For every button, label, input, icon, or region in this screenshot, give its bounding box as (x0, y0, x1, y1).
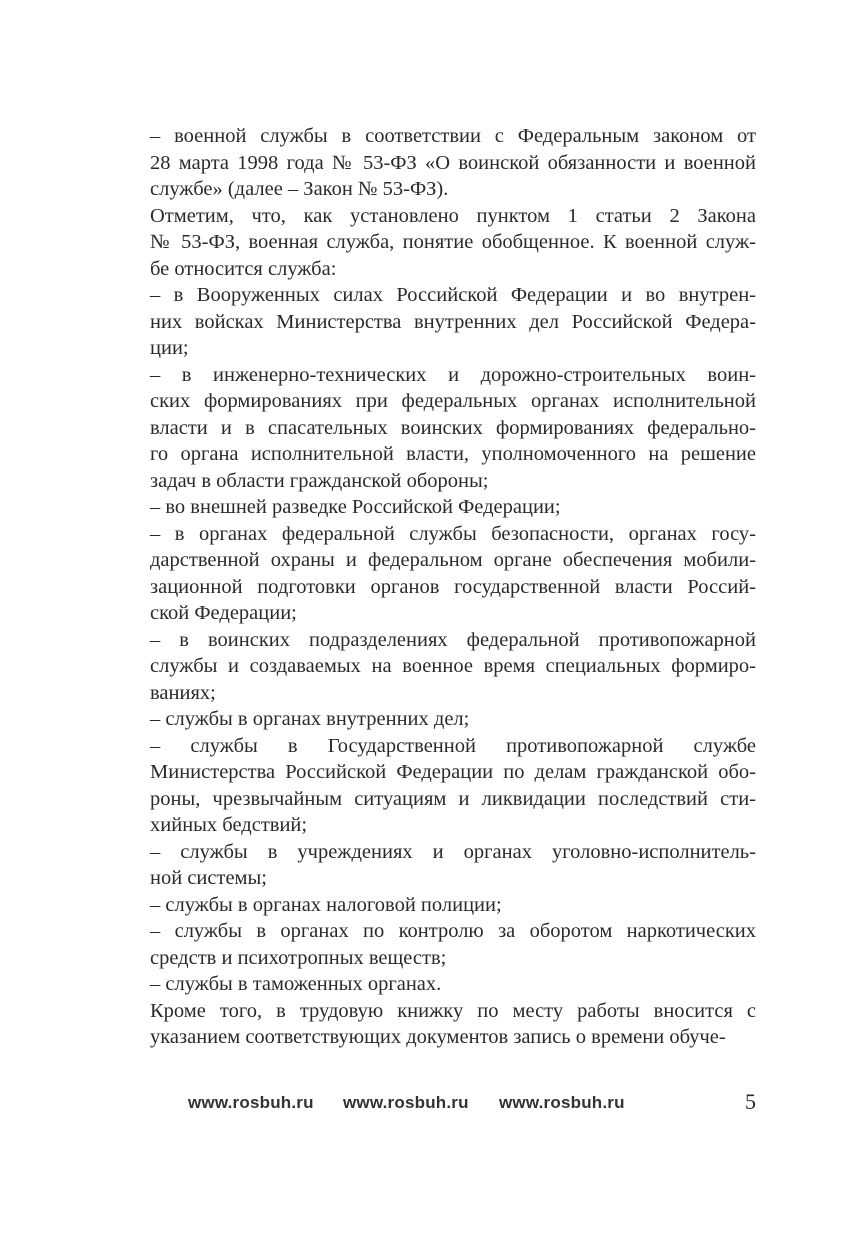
paragraph: – службы в Государственной противопожарной службе Министерства Российской Федерации по делам гражданской обо- роны, чрезвычайным ситуациям и ликвидации последствий сти- хийных бедствий; (150, 734, 756, 836)
paragraph: – в инженерно-технических и дорожно-строительных воин- ских формированиях при федеральных органах исполнительной власти и в спасательных воинских формированиях федерально- го органа исполнительной власти, уполномоченного на решение задач в области гражданской обороны; (150, 363, 756, 492)
footer-site-link[interactable]: www.rosbuh.ru (188, 1093, 314, 1112)
paragraph: – во внешней разведке Российской Федерации; (150, 496, 561, 518)
paragraph: – в воинских подразделениях федеральной противопожарной службы и создаваемых на военное время специальных формиро- ваниях; (150, 628, 756, 704)
paragraph: – военной службы в соответствии с Федеральным законом от 28 марта 1998 года № 53-ФЗ «О воинской обязанности и военной службе» (далее – Закон № 53-ФЗ). (150, 125, 756, 200)
paragraph: – службы в таможенных органах. (150, 973, 442, 995)
paragraph: – службы в учреждениях и органах уголовно-исполнитель- ной системы; (150, 840, 756, 889)
footer-site-link[interactable]: www.rosbuh.ru (343, 1093, 469, 1112)
paragraph: – в органах федеральной службы безопасности, органах госу- дарственной охраны и федеральном органе обеспечения мобили- зационной подготовки органов государственной власти Россий- ской Федерации; (150, 522, 756, 624)
paragraph: – в Вооруженных силах Российской Федерации и во внутрен- них войсках Министерства внутренних дел Российской Федера- ции; (150, 284, 756, 359)
page-footer (103, 1091, 756, 1121)
paragraph: Кроме того, в трудовую книжку по месту работы вносится с указанием соответствующих документов запись о времени обуче- (150, 999, 756, 1048)
page-body-text (103, 123, 756, 1051)
paragraph: – службы в органах налоговой полиции; (150, 893, 502, 916)
paragraph: Отметим, что, как установлено пунктом 1 статьи 2 Закона № 53-ФЗ, военная служба, понятие обобщенное. К военной служ- бе относится служба: (150, 204, 756, 280)
paragraph: – службы в органах по контролю за оборотом наркотических средств и психотропных веществ; (150, 920, 756, 969)
paragraph: – службы в органах внутренних дел; (150, 708, 470, 730)
page-number: 5 (745, 1089, 756, 1114)
footer-site-link[interactable]: www.rosbuh.ru (499, 1093, 625, 1112)
